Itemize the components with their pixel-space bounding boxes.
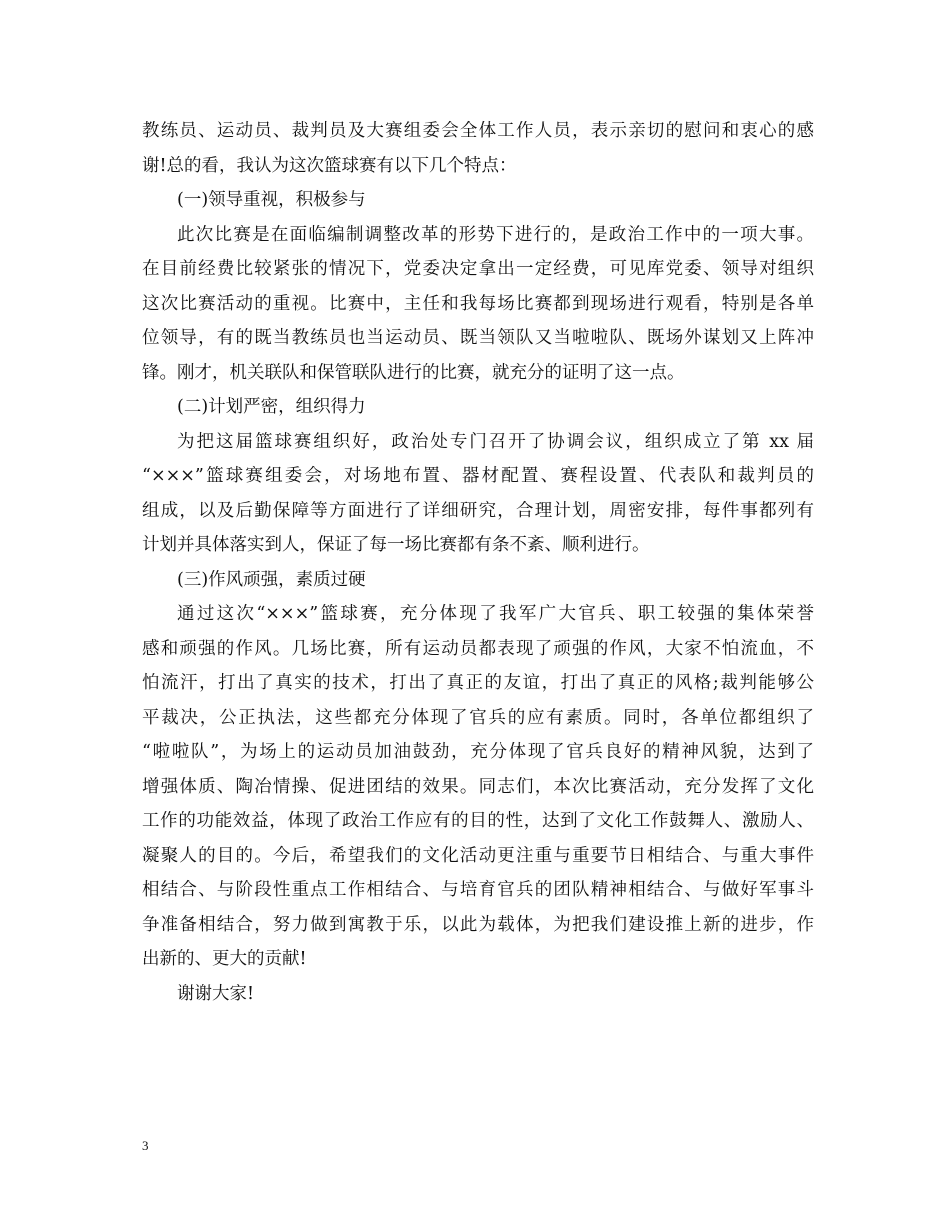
text-line: 锋。刚才，机关联队和保管联队进行的比赛，就充分的证明了这一点。 — [142, 362, 685, 383]
text-line: 通过这次“×××”篮球赛，充分体现了我军广大官兵、职工较强的集体荣誉 — [177, 604, 814, 624]
page-number: 3 — [142, 1138, 149, 1153]
text-line: (二)计划严密，组织得力 — [177, 397, 366, 417]
text-line: 工作的功能效益，体现了政治工作应有的目的性，达到了文化工作鼓舞人、激励人、 — [142, 811, 814, 831]
text-line: 为把这届篮球赛组织好，政治处专门召开了协调会议，组织成立了第 xx 届 — [177, 431, 814, 452]
text-line: 感和顽强的作风。几场比赛，所有运动员都表现了顽强的作风，大家不怕流血，不 — [142, 638, 814, 659]
text-line: 组成，以及后勤保障等方面进行了详细研究，合理计划，周密安排，每件事都列有 — [142, 500, 814, 521]
text-line: “×××”篮球赛组委会，对场地布置、器材配置、赛程设置、代表队和裁判员的 — [142, 466, 814, 486]
text-line: 怕流汗，打出了真实的技术，打出了真正的友谊，打出了真正的风格;裁判能够公 — [142, 673, 814, 693]
text-line: (一)领导重视，积极参与 — [177, 190, 366, 210]
text-line: (三)作风顽强，素质过硬 — [177, 569, 366, 590]
text-line: 教练员、运动员、裁判员及大赛组委会全体工作人员，表示亲切的慰问和衷心的感 — [142, 121, 814, 141]
document-body — [142, 114, 814, 1011]
text-line: “啦啦队”，为场上的运动员加油鼓劲，充分体现了官兵良好的精神风貌，达到了 — [142, 742, 814, 762]
text-line: 出新的、更大的贡献! — [142, 949, 307, 969]
text-line: 这次比赛活动的重视。比赛中，主任和我每场比赛都到现场进行观看，特别是各单 — [142, 293, 814, 314]
text-line: 谢谢大家! — [177, 983, 255, 1004]
text-line: 此次比赛是在面临编制调整改革的形势下进行的，是政治工作中的一项大事。 — [177, 224, 814, 245]
text-line: 谢!总的看，我认为这次篮球赛有以下几个特点： — [142, 155, 517, 176]
text-line: 平裁决，公正执法，这些都充分体现了官兵的应有素质。同时，各单位都组织了 — [142, 707, 814, 728]
text-line: 计划并具体落实到人，保证了每一场比赛都有条不紊、顺利进行。 — [142, 535, 650, 555]
text-line: 增强体质、陶冶情操、促进团结的效果。同志们，本次比赛活动，充分发挥了文化 — [142, 776, 814, 797]
text-line: 争准备相结合，努力做到寓教于乐，以此为载体，为把我们建设推上新的进步，作 — [142, 914, 814, 935]
text-line: 位领导，有的既当教练员也当运动员、既当领队又当啦啦队、既场外谋划又上阵冲 — [142, 328, 814, 348]
text-line: 相结合、与阶段性重点工作相结合、与培育官兵的团队精神相结合、与做好军事斗 — [142, 880, 814, 900]
text-line: 凝聚人的目的。今后，希望我们的文化活动更注重与重要节日相结合、与重大事件 — [142, 845, 814, 866]
text-line: 在目前经费比较紧张的情况下，党委决定拿出一定经费，可见库党委、领导对组织 — [142, 259, 814, 279]
